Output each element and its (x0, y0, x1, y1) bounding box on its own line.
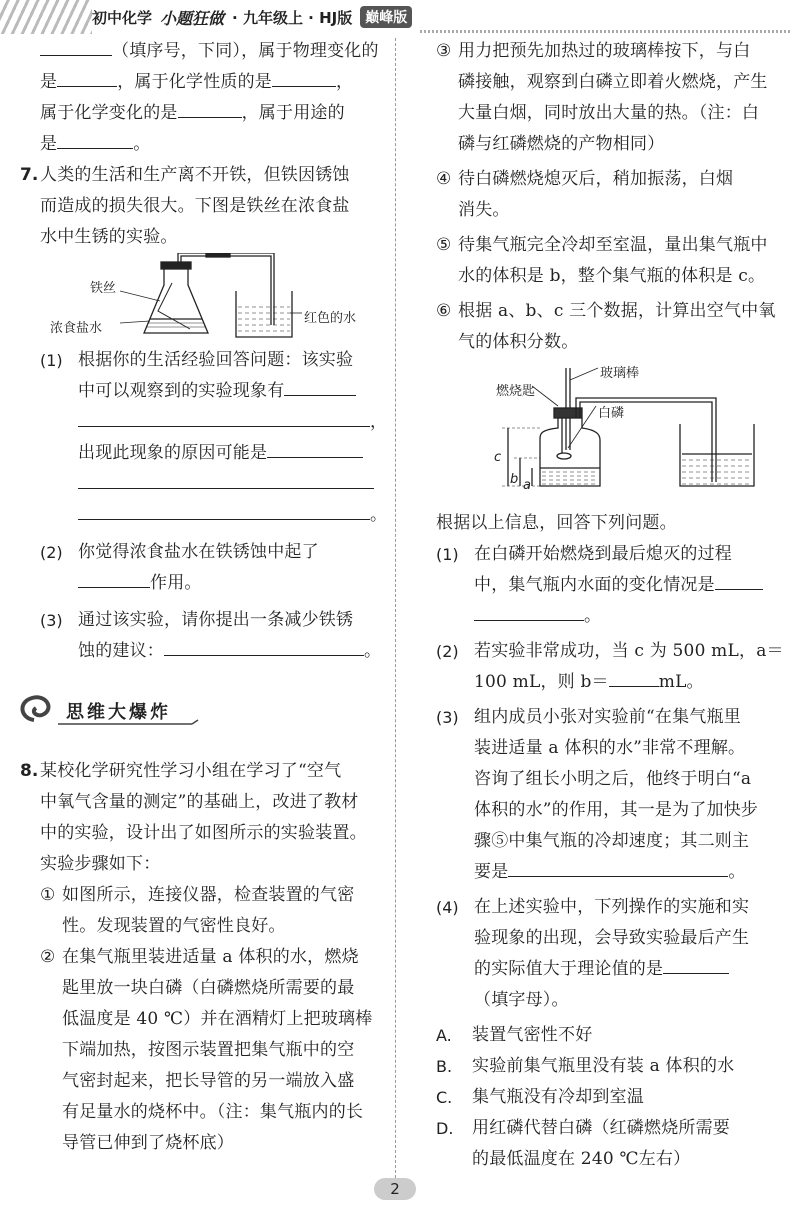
text-line: 气的体积分数。 (458, 332, 579, 352)
option-label: C. (436, 1088, 453, 1107)
q8-sub-2 (436, 636, 784, 698)
text-line: 中氧气含量的测定”的基础上，改进了教材 (40, 792, 359, 812)
label-salt-water: 浓食盐水 (50, 321, 103, 336)
option-label: B. (436, 1057, 453, 1076)
step-number: ② (40, 947, 56, 967)
text-line: 如图所示，连接仪器，检查装置的气密 (62, 885, 355, 905)
q8-sub-4 (436, 892, 770, 1016)
option-label: A. (436, 1026, 452, 1045)
question-7 (20, 160, 382, 253)
text-line: 在上述实验中，下列操作的实施和实 (474, 897, 750, 917)
text-line: 大量白烟，同时放出大量的热。（注：白 (458, 103, 760, 123)
label-spoon: 燃烧匙 (496, 384, 536, 399)
label-red-water: 红色的水 (304, 311, 357, 326)
text-line: 咨询了组长小明之后，他终于明白“a (474, 769, 752, 789)
left-column-lower (20, 756, 382, 1159)
text-line: ， (78, 407, 382, 438)
answer-blank[interactable] (78, 469, 374, 489)
text-line: 组内成员小张对实验前“在集气瓶里 (474, 707, 741, 727)
text-line: 要是 。 (474, 857, 770, 888)
header-subject: 初中化学 (92, 8, 153, 27)
cont-line-2: 是 ，属于化学性质的是 ， (40, 67, 382, 98)
answer-blank[interactable] (267, 438, 363, 458)
question-number: 8. (20, 761, 39, 781)
option-b[interactable] (436, 1051, 770, 1082)
text-line: 中可以观察到的实验现象有 (78, 376, 382, 407)
sub-number: (2) (40, 543, 63, 562)
left-column (20, 36, 388, 667)
option-text: 用红磷代替白磷（红磷燃烧所需要 (472, 1118, 730, 1138)
text-line: 下端加热，按图示装置把集气瓶中的空 (62, 1040, 355, 1060)
intro-line: 根据以上信息，回答下列问题。 (436, 513, 677, 533)
answer-blank[interactable] (609, 667, 659, 687)
sub-number: (3) (40, 611, 63, 630)
text-line: 性。发现装置的气密性良好。 (62, 916, 286, 936)
question-8 (20, 756, 382, 880)
text-line (78, 469, 382, 500)
text-line: 用力把预先加热过的玻璃棒按下，与白 (458, 41, 751, 61)
text-line: 低温度是 40 ℃）并在酒精灯上把玻璃棒 (62, 1009, 373, 1029)
answer-blank[interactable] (474, 601, 584, 621)
text-line: 的实际值大于理论值的是 (474, 954, 770, 985)
text-line: 在白磷开始燃烧到最后熄灭的过程 (474, 544, 732, 564)
text-line: 在集气瓶里装进适量 a 体积的水，燃烧 (62, 947, 359, 967)
sub-number: (3) (436, 708, 459, 727)
sub-number: (4) (436, 898, 459, 917)
header-rule (420, 30, 790, 33)
answer-blank[interactable] (284, 376, 356, 396)
answer-blank[interactable] (508, 857, 728, 877)
section-title-text: 思维大爆炸 (66, 702, 171, 723)
cont-line-4: 是 。 (40, 129, 382, 160)
header-grade: · 九年级上 · HJ版 (232, 8, 353, 27)
option-a[interactable] (436, 1020, 770, 1051)
q8-sub-3 (436, 702, 770, 888)
text-line: （填字母）。 (474, 990, 569, 1010)
label-b: b (510, 472, 519, 487)
text-line: 验现象的出现，会导致实验最后产生 (474, 928, 750, 948)
step-4 (436, 164, 770, 226)
q7-sub-3 (40, 605, 382, 667)
text-line: 你觉得浓食盐水在铁锈蚀中起了 (78, 542, 319, 562)
option-c[interactable] (436, 1082, 770, 1113)
option-text: 的最低温度在 240 ℃左右） (472, 1149, 691, 1169)
text-line: 水的体积是 b，整个集气瓶的体积是 c。 (458, 266, 766, 286)
text-line: 出现此现象的原因可能是 (78, 438, 382, 469)
text-line: 水中生锈的实验。 (40, 227, 178, 247)
answer-blank[interactable] (78, 500, 370, 520)
cont-line-1: （填序号，下同），属于物理变化的 (40, 36, 382, 67)
answer-blank[interactable] (78, 407, 370, 427)
text-line: 某校化学研究性学习小组在学习了“空气 (40, 761, 342, 781)
option-text: 实验前集气瓶里没有装 a 体积的水 (472, 1056, 735, 1076)
text-line: 中的实验，设计出了如图所示的实验装置。 (40, 823, 367, 843)
section-title-banner (12, 690, 202, 734)
phosphorus-experiment-figure (436, 358, 770, 508)
q7-sub-1 (40, 345, 388, 531)
answer-blank[interactable] (78, 568, 150, 588)
text-line: 根据 a、b、c 三个数据，计算出空气中氧 (458, 301, 776, 321)
text-line: 。 (78, 500, 382, 531)
label-white-phosphorus: 白磷 (598, 406, 625, 421)
q7-sub-2 (40, 537, 382, 599)
question-number: 7. (20, 165, 39, 185)
header-brand: 小题狂做 (160, 8, 225, 28)
label-c: c (494, 450, 502, 465)
text-line: 待白磷燃烧熄灭后，稍加振荡，白烟 (458, 169, 734, 189)
step-number: ⑤ (436, 235, 452, 255)
sub-number: (2) (436, 642, 459, 661)
page-number: 2 (374, 1178, 416, 1200)
text-line: 装进适量 a 体积的水”非常不理解。 (474, 738, 746, 758)
text-line: 气密封起来，把长导管的另一端放入盛 (62, 1071, 355, 1091)
text-line: 磷接触，观察到白磷立即着火燃烧，产生 (458, 72, 768, 92)
answer-blank[interactable] (164, 636, 364, 656)
text-line: 有足量水的烧杯中。（注：集气瓶内的长 (62, 1102, 364, 1122)
text-line: 消失。 (458, 200, 510, 220)
step-6 (436, 296, 776, 358)
sub-number: (1) (436, 545, 459, 564)
answer-blank[interactable] (272, 67, 336, 87)
right-column (436, 36, 784, 1175)
answer-blank[interactable] (663, 954, 729, 974)
answer-blank[interactable] (57, 129, 133, 149)
step-5 (436, 230, 770, 292)
text-line: 匙里放一块白磷（白磷燃烧所需要的最 (62, 978, 355, 998)
step-number: ④ (436, 169, 452, 189)
option-label: D. (436, 1119, 454, 1138)
option-text: 装置气密性不好 (472, 1025, 593, 1045)
header-stripes (0, 0, 92, 34)
cont-line-3: 属于化学变化的是 ，属于用途的 (40, 98, 382, 129)
text-line: 磷与红磷燃烧的产物相同） (458, 134, 665, 154)
option-d[interactable] (436, 1113, 770, 1175)
header-title (92, 3, 422, 31)
label-glass-rod: 玻璃棒 (600, 366, 640, 381)
text-line: 而造成的损失很大。下图是铁丝在浓食盐 (40, 196, 350, 216)
text-line: 体积的水”的作用，其一是为了加快步 (474, 800, 759, 820)
step-3 (436, 36, 770, 160)
label-a: a (523, 478, 531, 493)
answer-blank[interactable] (40, 36, 112, 56)
page-header (0, 0, 790, 34)
option-text: 集气瓶没有冷却到室温 (472, 1087, 644, 1107)
text-line: 导管已伸到了烧杯底） (62, 1133, 234, 1153)
label-iron-wire: 铁丝 (90, 281, 117, 296)
q8-sub-1 (436, 539, 770, 632)
step-1 (40, 880, 382, 942)
text-line: 。 (474, 601, 770, 632)
step-number: ⑥ (436, 301, 452, 321)
text-line: 作用。 (78, 568, 382, 599)
text-line: 通过该实验，请你提出一条减少铁锈 (78, 610, 354, 630)
text-line: 蚀的建议： 。 (78, 636, 382, 667)
header-badge: 巅峰版 (360, 6, 412, 28)
text-line: 根据你的生活经验回答问题：该实验 (78, 350, 354, 370)
text-line: 100 mL，则 b＝ mL。 (474, 667, 770, 698)
text-line: 骤⑤中集气瓶的冷却速度；其二则主 (474, 831, 750, 851)
text-line: 若实验非常成功，当 c 为 500 mL，a＝ (474, 641, 784, 661)
text-line: 中，集气瓶内水面的变化情况是 (474, 570, 770, 601)
rust-experiment-figure (40, 253, 382, 345)
answer-blank[interactable] (57, 67, 117, 87)
answer-blank[interactable] (178, 98, 242, 118)
step-number: ③ (436, 41, 452, 61)
text-line: 实验步骤如下： (40, 854, 161, 874)
text-line: 待集气瓶完全冷却至室温，量出集气瓶中 (458, 235, 768, 255)
answer-blank[interactable] (715, 570, 763, 590)
step-number: ① (40, 885, 56, 905)
column-divider (395, 38, 396, 1178)
sub-number: (1) (40, 351, 63, 370)
step-2 (40, 942, 382, 1159)
text-line: 人类的生活和生产离不开铁，但铁因锈蚀 (40, 165, 350, 185)
